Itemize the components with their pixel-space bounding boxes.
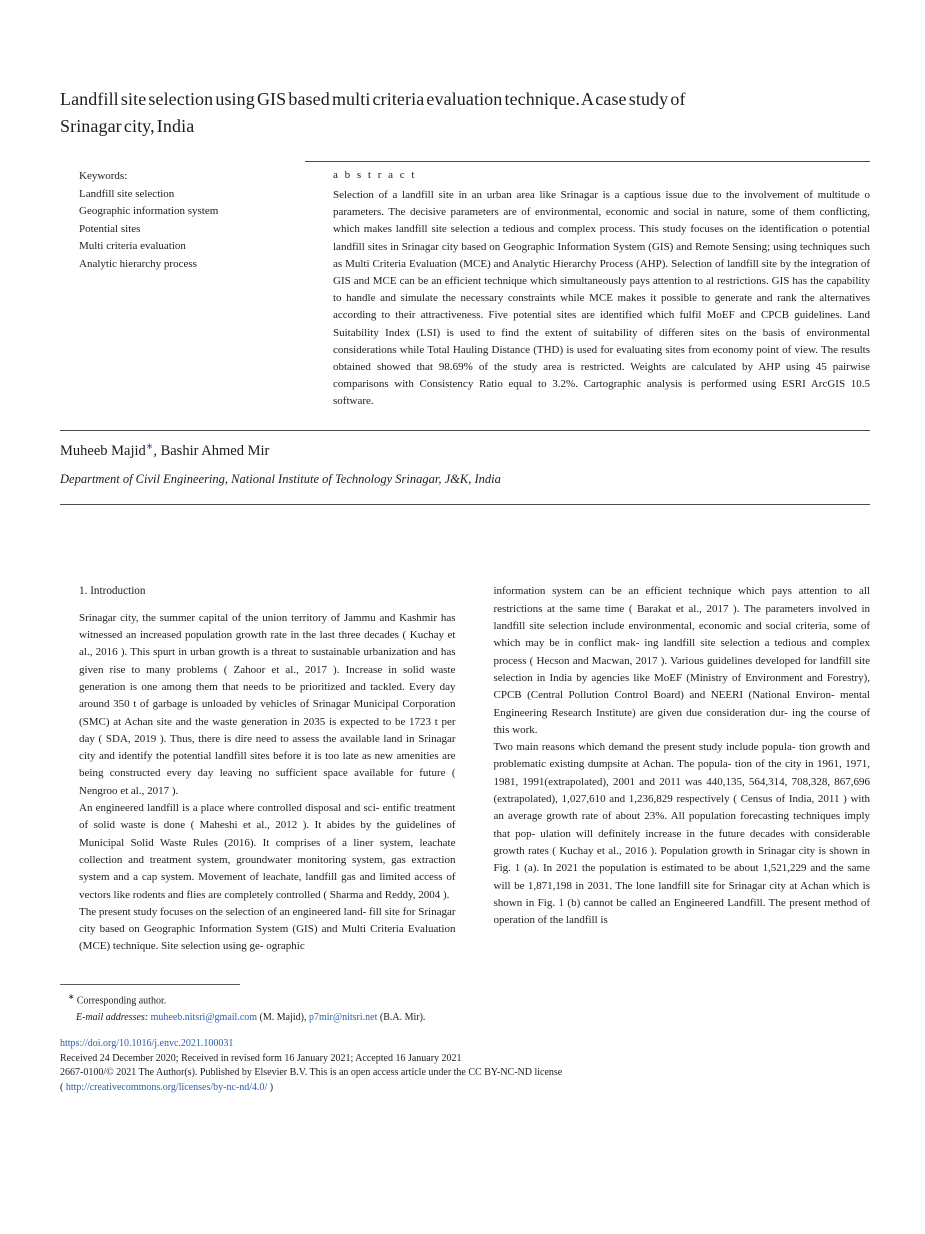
- email-link-majid[interactable]: muheeb.nitsri@gmail.com: [150, 1011, 258, 1023]
- author-name: , Bashir Ahmed Mir: [153, 442, 270, 459]
- footnote-divider: [60, 984, 240, 985]
- paragraph: Two main reasons which demand the present study include popula- tion growth and problematic existing dumpsite at Achan. The popula- tion of the city in 1961, 1971, 1981, 1991(extrapolated), 2001 and 2011 was 440,135, 564,314, 708,328, 867,696 (extrapolated), 1,027,610 and 1,236,829 respectively ( Census of India, 2011 ) with an average growth rate of about 23%. All population forecasting techniques imply that pop- ulation will definitely increase in the future decades with considerable growth rates ( Kuchay et al., 2016 ). Population growth in Srinagar city is shown in Fig. 1 (a). In 2021 the population is estimated to be about 1,521,229 and the same will be 1,871,198 in 2031. The lone landfill site for Srinagar city at Achan which is shown in Fig. 1 (b) cannot be called an Engineered Landfill. The present method of operation of the landfill is: [493, 741, 870, 927]
- abstract-text: Selection of a landfill site in an urban area like Srinagar is a captious issue due to the involvement of multitude o parameters. The decisive parameters are of environmental, economic and social in nature, some of them conflicting, which makes landfill site selection a tedious and complex process. This study focuses on the identification o potential landfill sites in Srinagar city based on Geographic Information System (GIS) and Remote Sensing; using techniques such as Multi Criteria Evaluation (MCE) and Analytic Hierarchy Process (AHP). Selection of landfill site by the integration of GIS and MCE can be an efficient technique which simultaneously pays attention to al restrictions. GIS has the capability to handle and simulate the necessary constraints while MCE makes it possible to generate and rank the alternatives according to their attractiveness. Five potential sites are identified which fulfil MoEF and CPCB guidelines. Land Suitability Index (LSI) is used to find the extent of suitability of differen sites on the basis of environmental considerations while Total Hauling Distance (THD) is used for evaluating sites from economy point of view. The results obtained showed that 98.69% of the study area is restricted. Weights are calculated by AHP using 45 pairwise comparisons with Consistency Ratio equal to 3.2%. Cartographic analysis is performed using ESRI ArcGIS 10.5 software.: [333, 189, 870, 408]
- email-addresses-line: [60, 1011, 870, 1025]
- email-label: E-mail addresses:: [76, 1011, 149, 1023]
- received-dates: Received 24 December 2020; Received in revised form 16 January 2021; Accepted 16 January 2021: [60, 1052, 462, 1064]
- keyword-item: Potential sites: [79, 222, 141, 235]
- keyword-item: Geographic information system: [79, 205, 219, 217]
- license-url-line: [60, 1081, 870, 1095]
- email-link-mir[interactable]: p7mir@nitsri.net: [309, 1011, 378, 1023]
- keyword-item: Analytic hierarchy process: [79, 257, 197, 270]
- paren-open: (: [60, 1081, 64, 1093]
- corresponding-author-note: [60, 990, 870, 1008]
- license-link[interactable]: http://creativecommons.org/licenses/by-nc-nd/4.0/: [65, 1081, 268, 1093]
- paragraph: The present study focuses on the selection of an engineered land- fill site for Srinagar city based on Geographic Information System (GIS) and Multi Criteria Evaluation (MCE) technique. Site selection using ge- ographic: [79, 905, 456, 953]
- paragraph: information system can be an efficient technique which pays attention to all restrictions at the same time ( Barakat et al., 2017 ). The parameters involved in landfill site selection include environmental, economic and social criteria, some of which may be in conflict mak- ing landfill site selection a tedious and complex process ( Hecson and Macwan, 2017 ). Various guidelines developed for landfill site selection in India by agencies like MoEF (Ministry of Environment and Forestry), CPCB (Central Pollution Control Board) and NEERI (National Environ- mental Engineering Research Institute) are given due consideration dur- ing the course of this work.: [493, 585, 870, 736]
- paper-title-line2: Srinagar city, India: [60, 115, 195, 136]
- paper-title: [60, 86, 870, 139]
- affiliation: Department of Civil Engineering, National Institute of Technology Srinagar, J&K, India: [60, 472, 501, 487]
- body-column-right: [494, 583, 871, 955]
- abstract-heading: a b s t r a c t: [333, 169, 417, 181]
- corresponding-author-asterisk-link[interactable]: ∗: [145, 440, 154, 451]
- authors-line: [60, 441, 870, 460]
- article-body: [60, 583, 870, 955]
- paragraph: Srinagar city, the summer capital of the union territory of Jammu and Kashmir has witnessed an increased population growth rate in the last three decades ( Kuchay et al., 2016 ). This spurt in urban growth is a threat to sustainable urbanization and has given rise to many problems ( Zahoor et al., 2017 ). Increase in solid waste generation is one among them that needs to be prioritized and tackled. Every day around 350 t of garbage is unloaded by vehicles of Srinagar Municipal Corporation (SMC) at Achan site and the waste generation in 2035 is expected to be 1723 t per day ( SDA, 2019 ). Thus, there is dire need to assess the available land in Srinagar city and identify the potential landfill sites before it is too late as new amenities are being constructed every day leaving no sufficient space available for future ( Nengroo et al., 2017 ).: [79, 611, 456, 797]
- keyword-item: Multi criteria evaluation: [79, 240, 186, 252]
- divider: [60, 504, 870, 505]
- paper-title-line1: Landfill site selection using GIS based multi criteria evaluation technique. A case study of: [60, 89, 686, 109]
- abstract-block: [305, 161, 870, 421]
- keyword-item: Landfill site selection: [79, 187, 175, 200]
- doi-line: [60, 1037, 870, 1051]
- footnote-asterisk: ∗: [68, 992, 75, 1001]
- doi-link[interactable]: https://doi.org/10.1016/j.envc.2021.100031: [60, 1038, 234, 1050]
- license-line: 2667-0100/© 2021 The Author(s). Published by Elsevier B.V. This is an open access article under the CC BY-NC-ND license: [60, 1067, 563, 1079]
- email-owner: (B.A. Mir).: [379, 1011, 426, 1023]
- body-column-left: [79, 583, 456, 955]
- section-heading: 1. Introduction: [79, 585, 146, 598]
- corresponding-author-text: Corresponding author.: [76, 995, 167, 1007]
- keywords-label: Keywords:: [79, 170, 128, 182]
- divider: [60, 430, 870, 431]
- author-name: Muheeb Majid: [60, 442, 146, 459]
- keywords-block: [79, 161, 305, 421]
- article-info-section: [60, 161, 870, 421]
- paragraph: An engineered landfill is a place where controlled disposal and sci- entific treatment of solid waste is done ( Maheshi et al., 2012 ). It abides by the guidelines of Municipal Solid Waste Rules (2016). It comprises of a liner system, leachate collection and treatment system, groundwater monitoring system, gas extraction system and a cap system. Movement of leachate, landfill gas and limited access of vectors like rodents and flies are completely controlled ( Sharma and Reddy, 2004 ).: [79, 802, 456, 901]
- email-owner: (M. Majid),: [259, 1011, 307, 1023]
- paren-close: ): [269, 1081, 274, 1093]
- page-footer: [60, 984, 870, 1094]
